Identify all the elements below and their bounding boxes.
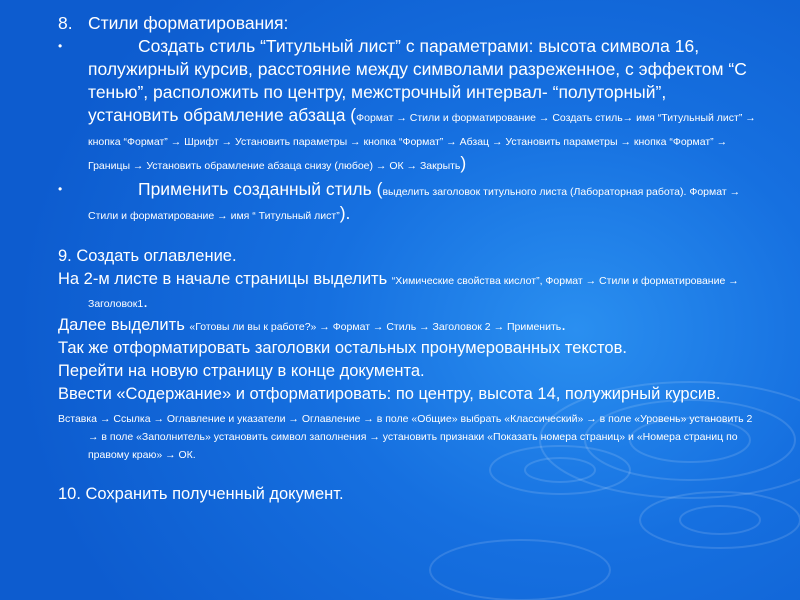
- bullet2-main-text: Применить созданный стиль (: [138, 179, 383, 199]
- line2-end: .: [561, 316, 566, 334]
- bullet-create-style: [58, 35, 758, 176]
- bullet-apply-style: [58, 178, 758, 226]
- section9-insert-instructions: Вставка → Ссылка → Оглавление и указатели → Оглавление → в поле «Общие» выбрать «Классический» → в поле «Уровень» установить 2 → в поле «Заполнитель» установить символ заполнения → установить признаки «Показать номера страниц» и «Номера страниц по правому краю» → ОК.: [58, 413, 753, 461]
- bullet1-instructions: Формат → Стили и форматирование → Создать стиль→ имя “Титульный лист” → кнопка “Формат” → Шрифт → Установить параметры → кнопка “Формат” → Абзац → Установить параметры → кнопка “Формат” → Границы → Установить обрамление абзаца снизу (любое) → ОК → Закрыть: [88, 112, 756, 172]
- section10-heading: 10. Сохранить полученный документ.: [58, 485, 344, 503]
- line1-end: .: [143, 293, 148, 311]
- section9-line2: [58, 314, 758, 337]
- bullet1-main-text: Создать стиль “Титульный лист” с параметрами: высота символа 16, полужирный курсив, расстояние между символами разреженное, с эффектом “С тенью”, расположить по центру, межстрочный интервал- “полуторный”, установить обрамление абзаца (: [88, 36, 747, 125]
- section9-line4: Перейти на новую страницу в конце документа.: [58, 362, 425, 380]
- line2-instructions: «Готовы ли вы к работе?» → Формат → Стиль → Заголовок 2 → Применить: [189, 321, 562, 333]
- line1-main: На 2-м листе в начале страницы выделить: [58, 270, 392, 288]
- section9-line1: [58, 268, 758, 314]
- line2-main: Далее выделить: [58, 316, 190, 334]
- bullet2-close: ).: [339, 203, 351, 223]
- slide-content: [58, 12, 758, 506]
- section8-title: Стили форматирования:: [88, 13, 289, 33]
- section9-line3: Так же отформатировать заголовки остальных пронумерованных текстов.: [58, 339, 627, 357]
- bullet2-instructions: выделить заголовок титульного листа (Лабораторная работа). Формат → Стили и форматирование → имя “ Титульный лист”: [88, 186, 741, 222]
- section9-line5: Ввести «Содержание» и отформатировать: по центру, высота 14, полужирный курсив.: [58, 385, 721, 403]
- bullet-icon: •: [58, 39, 63, 53]
- bullet-icon: •: [58, 182, 63, 196]
- bullet1-close: ): [460, 153, 467, 173]
- section8-heading: [58, 12, 758, 35]
- section9-heading: 9. Создать оглавление.: [58, 247, 237, 265]
- line1-instructions: “Химические свойства кислот”, Формат → Стили и форматирование → Заголовок1: [88, 275, 739, 310]
- section8-number: 8.: [58, 13, 73, 33]
